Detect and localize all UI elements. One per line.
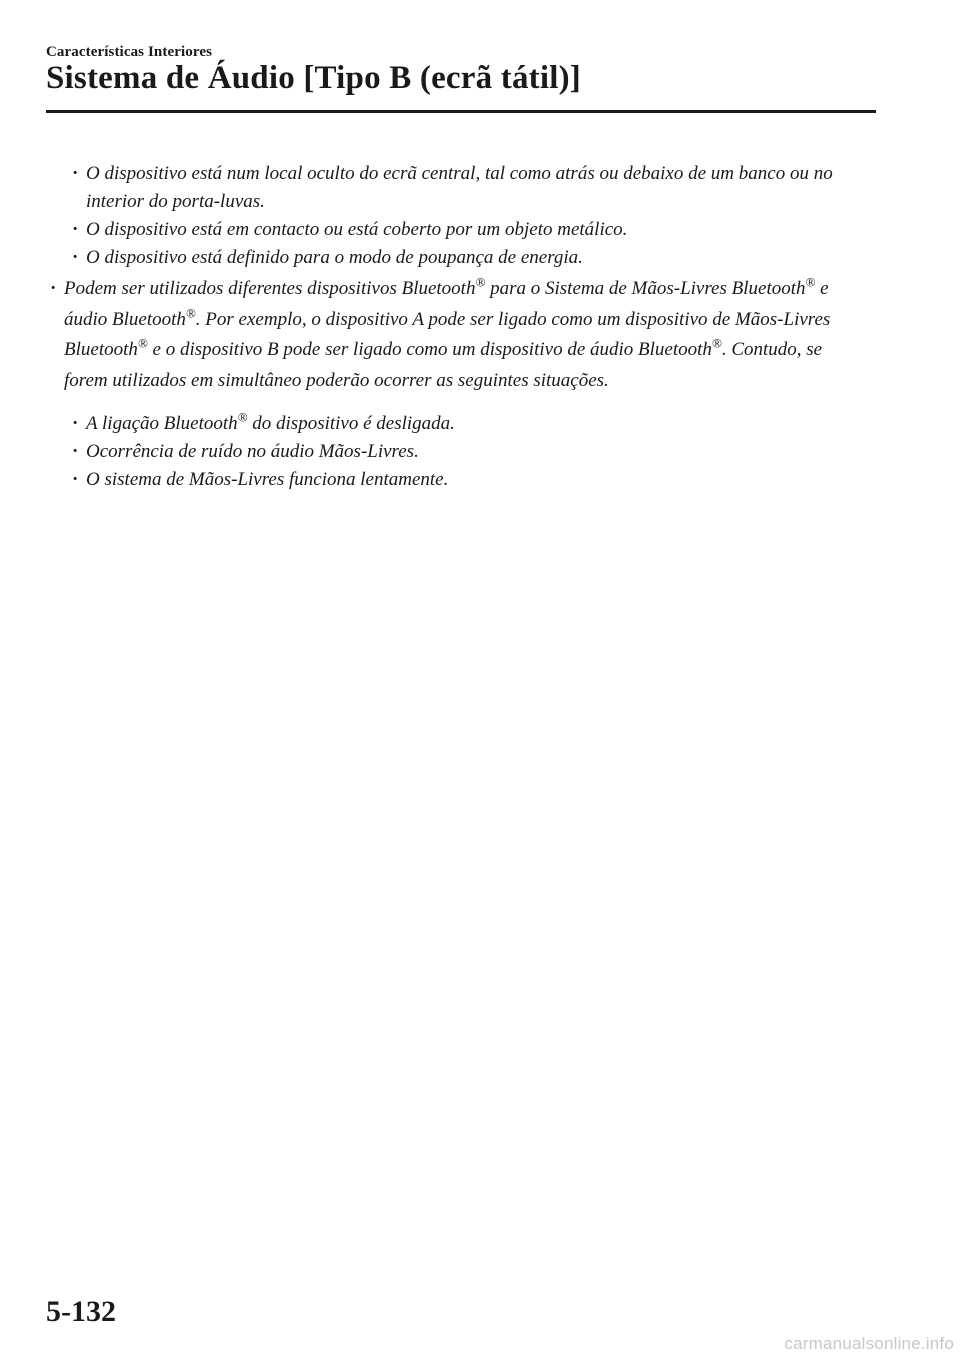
list-item: [50, 160, 870, 216]
title-divider: [46, 110, 876, 113]
bullet-icon: ·: [72, 219, 79, 240]
list-item: [50, 244, 870, 272]
bullet-icon: ·: [72, 413, 79, 434]
watermark: carmanualsonline.info: [784, 1334, 954, 1353]
main-item-text: para o Sistema de Mãos-Livres Bluetooth: [485, 278, 806, 299]
list-item-text: O dispositivo está em contacto ou está coberto por um objeto metálico.: [86, 219, 628, 240]
list-item-text: Ocorrência de ruído no áudio Mãos-Livres.: [86, 441, 419, 462]
section-label: Características Interiores: [46, 44, 213, 60]
list-item-text: O sistema de Mãos-Livres funciona lentamente.: [86, 469, 449, 490]
page-number: 5-132: [46, 1295, 116, 1328]
page-title: Sistema de Áudio [Tipo B (ecrã tátil)]: [46, 60, 581, 96]
main-item-text: e o dispositivo B pode ser ligado como um dispositivo de áudio Bluetooth: [147, 339, 712, 360]
registered-mark: ®: [711, 335, 722, 351]
list-item: [50, 216, 870, 244]
main-item-text: . Contudo, se forem utilizados em simultâneo poderão ocorrer as seguintes situações.: [64, 339, 823, 391]
bullet-icon: ·: [72, 469, 79, 490]
list-item: [50, 466, 870, 494]
list-item-text: O dispositivo está definido para o modo de poupança de energia.: [86, 247, 583, 268]
registered-mark: ®: [185, 305, 196, 321]
sub-list: [50, 410, 870, 494]
bullet-icon: ·: [72, 441, 79, 462]
list-item-text: do dispositivo é desligada.: [247, 413, 455, 434]
main-list-item: [50, 274, 870, 396]
list-item: [50, 438, 870, 466]
bullet-icon: ·: [50, 278, 57, 299]
registered-mark: ®: [237, 409, 248, 425]
list-item-text: O dispositivo está num local oculto do ecrã central, tal como atrás ou debaixo de um banco ou no interior do porta-luvas.: [86, 163, 833, 212]
registered-mark: ®: [805, 274, 816, 290]
list-item: [50, 410, 870, 438]
main-item-text: Podem ser utilizados diferentes dispositivos Bluetooth: [64, 278, 476, 299]
registered-mark: ®: [475, 274, 486, 290]
bullet-icon: ·: [72, 163, 79, 184]
page-content: [50, 160, 870, 494]
registered-mark: ®: [137, 335, 148, 351]
list-item-text: A ligação Bluetooth: [86, 413, 238, 434]
main-item-text: . Por exemplo, o dispositivo A pode ser ligado como um dispositivo de Mãos-Livres Bluetooth: [64, 308, 831, 360]
main-item-text: e áudio Bluetooth: [64, 278, 829, 330]
bullet-icon: ·: [72, 247, 79, 268]
